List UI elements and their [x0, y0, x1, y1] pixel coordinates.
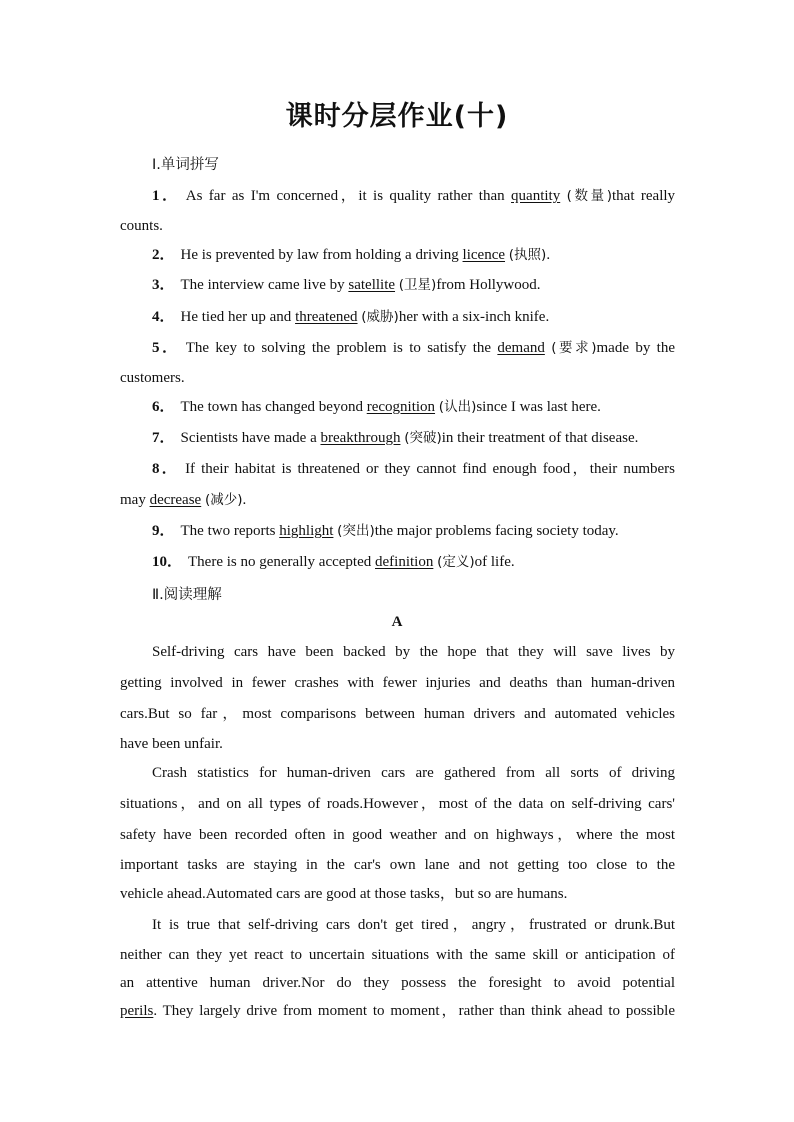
- question-5-continuation: customers.: [120, 370, 185, 386]
- chinese-hint: (减少): [204, 492, 243, 508]
- question-text: The two reports: [180, 523, 276, 539]
- chinese-hint: (要求): [551, 340, 597, 356]
- page-title: 课时分层作业(十): [285, 101, 509, 132]
- answer-word: decrease: [149, 492, 202, 508]
- question-number: 9．: [152, 523, 175, 539]
- answer-word: threatened: [295, 309, 358, 325]
- passage-line: It is true that self‐driving cars don't get tired，angry，frustrated or drunk.But: [152, 917, 675, 933]
- chinese-hint: (卫星): [398, 277, 437, 293]
- answer-word: breakthrough: [320, 430, 401, 446]
- chinese-hint: (认出): [438, 399, 477, 415]
- question-text: The interview came live by: [180, 277, 345, 293]
- passage-text: . They largely drive from moment to moment，rather than think ahead to possible: [153, 1003, 675, 1019]
- question-text: from Hollywood.: [436, 277, 541, 293]
- chinese-hint: (执照): [508, 247, 547, 263]
- question-10: [152, 553, 675, 571]
- answer-word: satellite: [348, 277, 396, 293]
- question-text: The key to solving the problem is to satisfy the: [185, 340, 492, 356]
- question-7: [152, 429, 675, 447]
- question-text: He tied her up and: [180, 309, 292, 325]
- question-text: .: [546, 247, 551, 263]
- passage-line: Crash statistics for human‐driven cars are gathered from all sorts of driving: [152, 765, 675, 781]
- answer-word: highlight: [279, 523, 334, 539]
- question-text: may: [120, 492, 146, 508]
- question-2: [152, 246, 675, 264]
- chinese-hint: (定义): [437, 554, 475, 570]
- question-text: The town has changed beyond: [180, 399, 363, 415]
- chinese-hint: (数量): [566, 188, 613, 204]
- question-text: He is prevented by law from holding a driving: [180, 247, 459, 263]
- question-text: As far as I'm concerned，it is quality rather than: [185, 188, 505, 204]
- answer-word: licence: [462, 247, 506, 263]
- question-8: [152, 460, 675, 478]
- passage-heading: A: [391, 614, 403, 630]
- passage-line: an attentive human driver.Nor do they possess the foresight to avoid potential: [120, 975, 675, 991]
- section-heading-spelling: Ⅰ.单词拼写: [152, 157, 219, 173]
- section-heading-reading: Ⅱ.阅读理解: [152, 587, 222, 603]
- question-text: made by the: [596, 340, 676, 356]
- underlined-word: perils: [120, 1003, 154, 1019]
- question-number: 4．: [152, 309, 175, 325]
- question-number: 1．: [152, 188, 180, 204]
- question-4: [152, 308, 675, 326]
- passage-line: cars.But so far，most comparisons between human drivers and automated vehicles: [120, 706, 675, 722]
- question-number: 10．: [152, 554, 183, 570]
- chinese-hint: (威胁): [361, 309, 399, 325]
- passage-line: have been unfair.: [120, 736, 223, 752]
- answer-word: definition: [375, 554, 434, 570]
- answer-word: recognition: [366, 399, 436, 415]
- passage-line: important tasks are staying in the car's own lane and not getting too close to the: [120, 857, 675, 873]
- question-text: her with a six-inch knife.: [398, 309, 550, 325]
- question-text: in their treatment of that disease.: [441, 430, 639, 446]
- question-number: 7．: [152, 430, 175, 446]
- question-6: [152, 398, 675, 416]
- answer-word: demand: [497, 340, 545, 356]
- question-text: If their habitat is threatened or they cannot find enough food，their numbers: [185, 461, 675, 477]
- answer-word: quantity: [511, 188, 561, 204]
- question-number: 2．: [152, 247, 175, 263]
- question-9: [152, 522, 675, 540]
- question-3: [152, 276, 675, 294]
- question-text: of life.: [474, 554, 515, 570]
- question-text: There is no generally accepted: [188, 554, 372, 570]
- passage-line: safety have been recorded often in good weather and on highways，where the most: [120, 827, 675, 843]
- passage-line: situations，and on all types of roads.However，most of the data on self‐driving cars': [120, 796, 675, 812]
- question-text: that really: [612, 188, 676, 204]
- passage-line: Self‐driving cars have been backed by the hope that they will save lives by: [152, 644, 675, 660]
- passage-line: neither can they yet react to uncertain situations with the same skill or anticipation of: [120, 947, 675, 963]
- question-number: 3．: [152, 277, 175, 293]
- question-number: 5．: [152, 340, 180, 356]
- question-text: Scientists have made a: [180, 430, 317, 446]
- question-8-continuation: [120, 491, 675, 509]
- question-text: the major problems facing society today.: [374, 523, 619, 539]
- question-5: [152, 339, 675, 357]
- passage-line: getting involved in fewer crashes with fewer injuries and deaths than human‐driven: [120, 675, 675, 691]
- chinese-hint: (突出): [337, 523, 375, 539]
- question-text: .: [242, 492, 247, 508]
- chinese-hint: (突破): [404, 430, 442, 446]
- passage-line: [120, 1002, 675, 1020]
- passage-line: vehicle ahead.Automated cars are good at those tasks，but so are humans.: [120, 886, 568, 902]
- question-1: [152, 187, 675, 205]
- question-1-continuation: counts.: [120, 218, 163, 234]
- question-number: 6．: [152, 399, 175, 415]
- question-number: 8．: [152, 461, 180, 477]
- question-text: since I was last here.: [476, 399, 601, 415]
